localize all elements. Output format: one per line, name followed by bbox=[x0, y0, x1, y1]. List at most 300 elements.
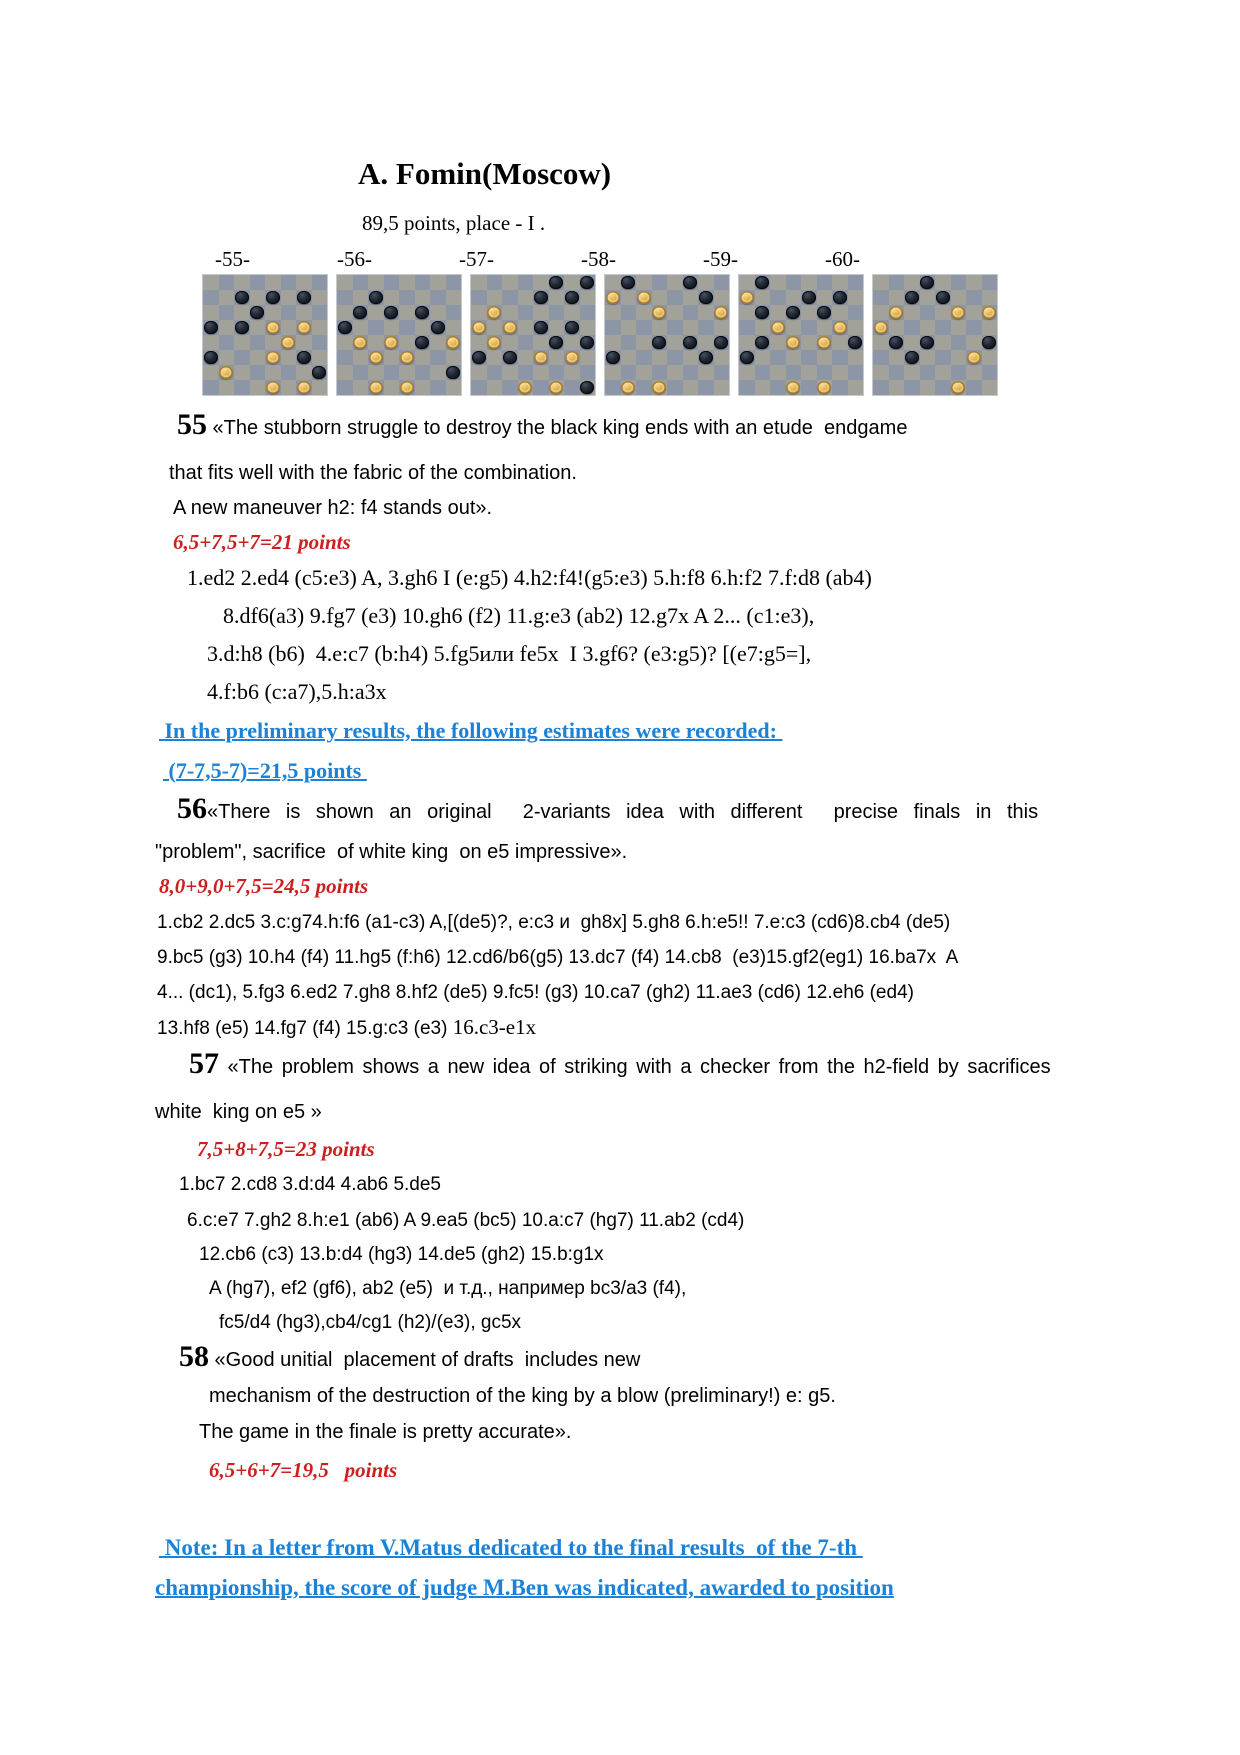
board-square bbox=[337, 350, 353, 365]
board-square bbox=[889, 320, 905, 335]
line-text: (7-7,5-7)=21,5 points bbox=[163, 758, 367, 783]
checkers-board bbox=[605, 275, 729, 395]
board-square bbox=[415, 380, 431, 395]
board-square bbox=[770, 350, 786, 365]
text-line bbox=[187, 1204, 1240, 1238]
board-square bbox=[353, 365, 369, 380]
board-square bbox=[714, 275, 730, 290]
gold-checker-piece bbox=[833, 321, 847, 335]
gold-checker-piece bbox=[266, 351, 280, 365]
black-checker-piece bbox=[338, 321, 352, 335]
board-square bbox=[605, 275, 621, 290]
board-square bbox=[636, 365, 652, 380]
board-square bbox=[502, 380, 518, 395]
board-square bbox=[502, 335, 518, 350]
board-square bbox=[873, 335, 889, 350]
board-square bbox=[904, 320, 920, 335]
board-square bbox=[234, 365, 250, 380]
black-checker-piece bbox=[936, 291, 950, 305]
board-square bbox=[203, 380, 219, 395]
board-square bbox=[265, 275, 281, 290]
gold-checker-piece bbox=[400, 351, 414, 365]
board-square bbox=[353, 380, 369, 395]
board-square bbox=[203, 335, 219, 350]
board-square bbox=[415, 350, 431, 365]
board-square bbox=[368, 320, 384, 335]
text-line bbox=[179, 1168, 1240, 1202]
board-square bbox=[683, 350, 699, 365]
board-square bbox=[683, 380, 699, 395]
board-square bbox=[889, 380, 905, 395]
gold-checker-piece bbox=[297, 321, 311, 335]
board-square bbox=[770, 365, 786, 380]
board-square bbox=[920, 320, 936, 335]
board-square bbox=[935, 365, 951, 380]
board-square bbox=[219, 335, 235, 350]
line-text: 4.f:b6 (c:a7),5.h:a3x bbox=[207, 679, 387, 704]
board-square bbox=[683, 365, 699, 380]
board-square bbox=[549, 320, 565, 335]
black-checker-piece bbox=[235, 291, 249, 305]
board-square bbox=[873, 365, 889, 380]
board-square bbox=[487, 320, 503, 335]
board-square bbox=[430, 365, 446, 380]
checkers-board bbox=[873, 275, 997, 395]
black-checker-piece bbox=[565, 321, 579, 335]
text-line bbox=[157, 976, 1240, 1010]
board-square bbox=[368, 335, 384, 350]
board-square bbox=[580, 305, 596, 320]
black-checker-piece bbox=[431, 321, 445, 335]
board-square bbox=[920, 380, 936, 395]
board-square bbox=[415, 290, 431, 305]
board-square bbox=[384, 365, 400, 380]
board-square bbox=[580, 320, 596, 335]
board-square bbox=[832, 305, 848, 320]
board-square bbox=[518, 350, 534, 365]
board-square bbox=[714, 320, 730, 335]
board-square bbox=[935, 335, 951, 350]
board-square bbox=[920, 305, 936, 320]
gold-checker-piece bbox=[400, 381, 414, 395]
board-square bbox=[549, 290, 565, 305]
board-square bbox=[533, 335, 549, 350]
board-square bbox=[564, 275, 580, 290]
line-text: mechanism of the destruction of the king by a blow (preliminary!) e: g5. bbox=[209, 1385, 836, 1407]
board-square bbox=[518, 275, 534, 290]
board-square bbox=[281, 275, 297, 290]
board-square bbox=[430, 305, 446, 320]
board-square bbox=[312, 275, 328, 290]
board-square bbox=[739, 275, 755, 290]
board-square bbox=[698, 380, 714, 395]
board-square bbox=[621, 335, 637, 350]
board-square bbox=[698, 320, 714, 335]
board-square bbox=[203, 290, 219, 305]
board-square bbox=[384, 290, 400, 305]
board-square bbox=[966, 275, 982, 290]
score-line bbox=[197, 1132, 1240, 1166]
board-square bbox=[935, 350, 951, 365]
score-line bbox=[159, 869, 1240, 903]
board-square bbox=[698, 275, 714, 290]
board-square bbox=[667, 335, 683, 350]
board-square bbox=[312, 320, 328, 335]
score-line bbox=[173, 525, 1240, 559]
board-square bbox=[219, 290, 235, 305]
board-square bbox=[755, 320, 771, 335]
black-checker-piece bbox=[699, 291, 713, 305]
board-square bbox=[667, 380, 683, 395]
board-square bbox=[770, 305, 786, 320]
line-text-serif: 16.c3-e1x bbox=[452, 1015, 537, 1039]
board-square bbox=[889, 350, 905, 365]
black-checker-piece bbox=[297, 291, 311, 305]
board-square bbox=[234, 305, 250, 320]
board-square bbox=[683, 290, 699, 305]
text-line bbox=[177, 792, 1240, 829]
board-square bbox=[714, 365, 730, 380]
board-square bbox=[605, 320, 621, 335]
line-text: fc5/d4 (hg3),cb4/cg1 (h2)/(e3), gc5x bbox=[219, 1312, 522, 1333]
board-square bbox=[533, 275, 549, 290]
board-square bbox=[368, 275, 384, 290]
board-square bbox=[471, 335, 487, 350]
board-square bbox=[786, 365, 802, 380]
gold-checker-piece bbox=[967, 351, 981, 365]
board-square bbox=[219, 320, 235, 335]
board-square bbox=[636, 380, 652, 395]
board-square bbox=[817, 290, 833, 305]
board-square bbox=[487, 350, 503, 365]
board-square bbox=[296, 365, 312, 380]
board-square bbox=[904, 380, 920, 395]
text-line bbox=[177, 408, 1240, 445]
board-square bbox=[399, 290, 415, 305]
board-square bbox=[848, 275, 864, 290]
board-square bbox=[564, 365, 580, 380]
board-square bbox=[739, 305, 755, 320]
line-text: The game in the finale is pretty accurate». bbox=[199, 1421, 572, 1443]
board-square bbox=[399, 335, 415, 350]
board-square bbox=[966, 305, 982, 320]
board-square bbox=[982, 275, 998, 290]
board-square bbox=[786, 290, 802, 305]
text-line bbox=[157, 941, 1240, 975]
checkers-board bbox=[203, 275, 327, 395]
board-square bbox=[353, 290, 369, 305]
black-checker-piece bbox=[740, 351, 754, 365]
black-checker-piece bbox=[833, 291, 847, 305]
board-square bbox=[250, 365, 266, 380]
board-square bbox=[755, 380, 771, 395]
board-square bbox=[296, 305, 312, 320]
board-square bbox=[667, 365, 683, 380]
board-square bbox=[446, 275, 462, 290]
gold-checker-piece bbox=[637, 291, 651, 305]
board-square bbox=[384, 275, 400, 290]
board-square bbox=[801, 335, 817, 350]
board-square bbox=[518, 290, 534, 305]
gold-checker-piece bbox=[565, 351, 579, 365]
board-square bbox=[951, 290, 967, 305]
line-text: 4... (dc1), 5.fg3 6.ed2 7.gh8 8.hf2 (de5) 9.fc5! (g3) 10.ca7 (gh2) 11.ae3 (cd6) 12.eh6 (ed4) bbox=[157, 982, 914, 1003]
board-square bbox=[621, 365, 637, 380]
board-square bbox=[296, 335, 312, 350]
board-square bbox=[801, 350, 817, 365]
black-checker-piece bbox=[204, 351, 218, 365]
board-square bbox=[250, 275, 266, 290]
board-square bbox=[873, 350, 889, 365]
board-square bbox=[337, 305, 353, 320]
text-line bbox=[157, 1010, 1240, 1046]
board-square bbox=[935, 320, 951, 335]
board-square bbox=[549, 350, 565, 365]
boards-row bbox=[203, 275, 1240, 395]
line-text: Note: In a letter from V.Matus dedicated to the final results of the 7-th bbox=[159, 1535, 863, 1560]
board-square bbox=[786, 320, 802, 335]
text-line bbox=[169, 456, 1240, 490]
board-square bbox=[889, 275, 905, 290]
gold-checker-piece bbox=[874, 321, 888, 335]
board-square bbox=[430, 275, 446, 290]
text-line bbox=[173, 491, 1240, 525]
board-square bbox=[966, 320, 982, 335]
board-square bbox=[234, 350, 250, 365]
board-square bbox=[265, 335, 281, 350]
board-square bbox=[337, 380, 353, 395]
board-square bbox=[755, 365, 771, 380]
gold-checker-piece bbox=[266, 321, 280, 335]
board-square bbox=[399, 365, 415, 380]
board-square bbox=[904, 305, 920, 320]
board-square bbox=[951, 335, 967, 350]
board-square bbox=[430, 335, 446, 350]
board-square bbox=[951, 275, 967, 290]
gold-checker-piece bbox=[503, 321, 517, 335]
board-square bbox=[982, 350, 998, 365]
board-square bbox=[487, 365, 503, 380]
board-square bbox=[203, 275, 219, 290]
line-text: «There is shown an original 2-variants idea with different precise finals in this bbox=[207, 801, 1039, 823]
text-line bbox=[189, 1047, 1240, 1084]
board-square bbox=[446, 350, 462, 365]
line-text: 9.bc5 (g3) 10.h4 (f4) 11.hg5 (f:h6) 12.cd6/b6(g5) 13.dc7 (f4) 14.cb8 (e3)15.gf2(eg1) 16.ba7x A bbox=[157, 947, 959, 968]
board-square bbox=[652, 320, 668, 335]
board-square bbox=[549, 365, 565, 380]
black-checker-piece bbox=[369, 291, 383, 305]
board-square bbox=[368, 305, 384, 320]
board-label: -56- bbox=[337, 247, 372, 271]
gold-checker-piece bbox=[369, 351, 383, 365]
board-square bbox=[399, 320, 415, 335]
board-square bbox=[951, 365, 967, 380]
score-line bbox=[209, 1453, 1240, 1487]
board-square bbox=[415, 275, 431, 290]
board-square bbox=[920, 350, 936, 365]
board-square bbox=[667, 290, 683, 305]
board-square bbox=[281, 380, 297, 395]
black-checker-piece bbox=[472, 351, 486, 365]
board-square bbox=[801, 320, 817, 335]
board-square bbox=[471, 290, 487, 305]
board-square bbox=[265, 365, 281, 380]
board-square bbox=[966, 365, 982, 380]
text-line bbox=[199, 1238, 1240, 1272]
black-checker-piece bbox=[235, 321, 249, 335]
board-square bbox=[368, 365, 384, 380]
board-square bbox=[471, 380, 487, 395]
board-square bbox=[848, 350, 864, 365]
black-checker-piece bbox=[297, 351, 311, 365]
note-line bbox=[159, 1528, 1240, 1568]
board-square bbox=[384, 380, 400, 395]
board-square bbox=[786, 350, 802, 365]
board-square bbox=[415, 365, 431, 380]
board-square bbox=[446, 290, 462, 305]
page-title: A. Fomin(Moscow) bbox=[358, 156, 612, 191]
line-text: "problem", sacrifice of white king on e5 impressive». bbox=[155, 841, 628, 863]
line-text: «The problem shows a new idea of striking with a checker from the h2-field by sacrifices bbox=[219, 1056, 1051, 1078]
line-text: 12.cb6 (c3) 13.b:d4 (hg3) 14.de5 (gh2) 15.b:g1x bbox=[199, 1244, 604, 1265]
gold-checker-piece bbox=[740, 291, 754, 305]
board-square bbox=[265, 305, 281, 320]
board-square bbox=[873, 380, 889, 395]
board-square bbox=[755, 350, 771, 365]
board-square bbox=[667, 320, 683, 335]
board-square bbox=[250, 290, 266, 305]
board-square bbox=[904, 275, 920, 290]
board-square bbox=[714, 290, 730, 305]
line-text: white king on e5 » bbox=[155, 1101, 322, 1123]
board-square bbox=[337, 290, 353, 305]
board-square bbox=[714, 350, 730, 365]
board-square bbox=[770, 335, 786, 350]
board-square bbox=[281, 305, 297, 320]
line-text: 6.c:e7 7.gh2 8.h:e1 (ab6) A 9.ea5 (bc5) 10.a:c7 (hg7) 11.ab2 (cd4) bbox=[187, 1210, 745, 1231]
board-square bbox=[935, 305, 951, 320]
board-square bbox=[430, 350, 446, 365]
line-text: 7,5+8+7,5=23 points bbox=[197, 1137, 375, 1161]
board-square bbox=[770, 290, 786, 305]
board-square bbox=[848, 290, 864, 305]
board-square bbox=[982, 380, 998, 395]
board-square bbox=[683, 320, 699, 335]
board-square bbox=[502, 365, 518, 380]
line-text: 1.ed2 2.ed4 (c5:e3) A, 3.gh6 I (e:g5) 4.h2:f4!(g5:e3) 5.h:f8 6.h:f2 7.f:d8 (ab4) bbox=[187, 565, 872, 590]
board-square bbox=[739, 320, 755, 335]
board-square bbox=[739, 335, 755, 350]
gold-checker-piece bbox=[606, 291, 620, 305]
board-square bbox=[353, 275, 369, 290]
black-checker-piece bbox=[204, 321, 218, 335]
board-square bbox=[951, 320, 967, 335]
board-label: -57- bbox=[459, 247, 494, 271]
board-label: -59- bbox=[703, 247, 738, 271]
text-block bbox=[0, 408, 1240, 1608]
board-square bbox=[312, 305, 328, 320]
board-square bbox=[580, 290, 596, 305]
text-line bbox=[155, 1095, 1240, 1129]
board-square bbox=[518, 335, 534, 350]
board-square bbox=[580, 350, 596, 365]
board-square bbox=[698, 335, 714, 350]
line-text: «The stubborn struggle to destroy the black king ends with an etude endgame bbox=[207, 417, 908, 439]
line-text: 6,5+6+7=19,5 points bbox=[209, 1458, 398, 1482]
board-square bbox=[446, 305, 462, 320]
board-square bbox=[605, 380, 621, 395]
board-square bbox=[502, 275, 518, 290]
note-line bbox=[159, 711, 1240, 751]
board-square bbox=[951, 350, 967, 365]
board-square bbox=[250, 335, 266, 350]
board-square bbox=[487, 275, 503, 290]
board-square bbox=[652, 275, 668, 290]
text-line bbox=[219, 1306, 1240, 1340]
board-square bbox=[203, 305, 219, 320]
gold-checker-piece bbox=[297, 381, 311, 395]
board-square bbox=[353, 320, 369, 335]
board-square bbox=[667, 275, 683, 290]
board-square bbox=[621, 305, 637, 320]
board-square bbox=[446, 320, 462, 335]
board-square bbox=[636, 305, 652, 320]
board-square bbox=[801, 305, 817, 320]
checkers-board bbox=[739, 275, 863, 395]
board-square bbox=[966, 290, 982, 305]
board-square bbox=[250, 350, 266, 365]
black-checker-piece bbox=[802, 291, 816, 305]
checkers-board bbox=[337, 275, 461, 395]
line-text: 8.df6(a3) 9.fg7 (e3) 10.gh6 (f2) 11.g:e3 (ab2) 12.g7x A 2... (c1:e3), bbox=[223, 603, 815, 628]
board-square bbox=[848, 305, 864, 320]
black-checker-piece bbox=[699, 351, 713, 365]
board-square bbox=[337, 275, 353, 290]
board-square bbox=[384, 350, 400, 365]
board-square bbox=[935, 380, 951, 395]
board-square bbox=[904, 365, 920, 380]
board-square bbox=[652, 290, 668, 305]
line-text: that fits well with the fabric of the combination. bbox=[169, 462, 577, 484]
board-square bbox=[982, 320, 998, 335]
board-square bbox=[533, 380, 549, 395]
problem-number: 57 bbox=[189, 1047, 219, 1080]
black-checker-piece bbox=[266, 291, 280, 305]
board-square bbox=[683, 305, 699, 320]
board-square bbox=[920, 365, 936, 380]
board-square bbox=[848, 320, 864, 335]
gold-checker-piece bbox=[534, 351, 548, 365]
board-square bbox=[935, 275, 951, 290]
board-square bbox=[605, 305, 621, 320]
board-square bbox=[564, 335, 580, 350]
page-subtitle: 89,5 points, place - I . bbox=[362, 211, 546, 235]
board-square bbox=[487, 290, 503, 305]
board-square bbox=[652, 365, 668, 380]
black-checker-piece bbox=[503, 351, 517, 365]
board-square bbox=[786, 275, 802, 290]
board-square bbox=[337, 335, 353, 350]
line-text: 1.bc7 2.cd8 3.d:d4 4.ab6 5.de5 bbox=[179, 1174, 441, 1195]
board-square bbox=[770, 380, 786, 395]
board-square bbox=[848, 365, 864, 380]
board-square bbox=[621, 350, 637, 365]
checkers-board bbox=[471, 275, 595, 395]
board-square bbox=[636, 350, 652, 365]
board-square bbox=[312, 335, 328, 350]
board-square bbox=[636, 275, 652, 290]
text-line bbox=[155, 835, 1240, 869]
